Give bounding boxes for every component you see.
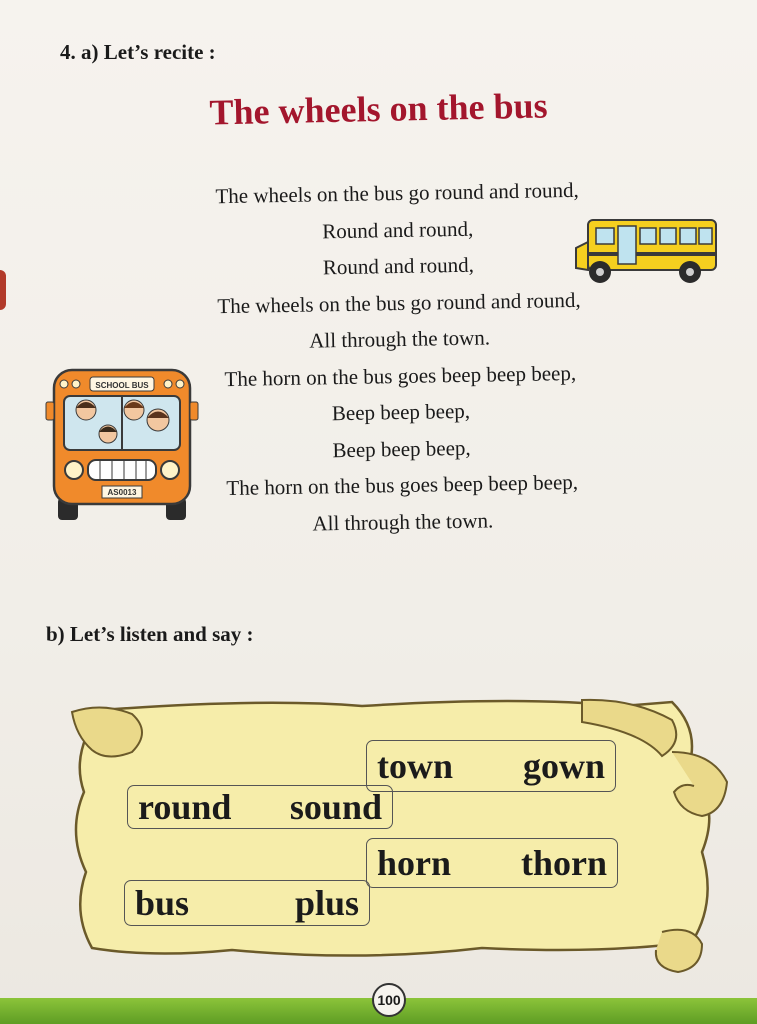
school-bus-illustration [42, 366, 202, 524]
poem-line: Round and round, [322, 252, 475, 280]
section-b-heading: b) Let’s listen and say : [46, 622, 254, 646]
word: sound [289, 787, 382, 827]
word: horn [377, 843, 452, 883]
word: town [377, 746, 454, 786]
poem-line: All through the town. [312, 507, 494, 536]
page-edge-tab [0, 270, 6, 310]
word: bus [135, 883, 190, 923]
word: thorn [520, 843, 607, 883]
page-number: 100 [372, 983, 406, 1017]
bus-license-plate: AS0013 [107, 488, 137, 497]
word-pair-round-sound [127, 785, 393, 829]
school-bus-sign: SCHOOL BUS [95, 381, 149, 390]
poem-line: Beep beep beep, [332, 435, 471, 462]
poem-line: The wheels on the bus go round and round, [215, 177, 579, 209]
poem-line: All through the town. [309, 325, 491, 353]
parchment-scroll [62, 692, 732, 982]
word-pair-horn-thorn [366, 838, 618, 888]
poem-line: The horn on the bus goes beep beep beep, [224, 360, 577, 391]
section-a-heading: 4. a) Let’s recite : [60, 40, 216, 64]
word-pair-bus-plus [124, 880, 370, 926]
poem-line: Round and round, [322, 216, 474, 243]
word-pair-town-gown [366, 740, 616, 792]
poem-line: Beep beep beep, [331, 398, 471, 426]
yellow-bus-illustration [570, 212, 720, 287]
poem-title: The wheels on the bus [209, 85, 548, 133]
poem-line: The horn on the bus goes beep beep beep, [226, 469, 579, 501]
poem-line: The wheels on the bus go round and round, [217, 287, 581, 318]
word: gown [522, 746, 605, 786]
word: round [138, 787, 232, 827]
word: plus [294, 883, 359, 923]
